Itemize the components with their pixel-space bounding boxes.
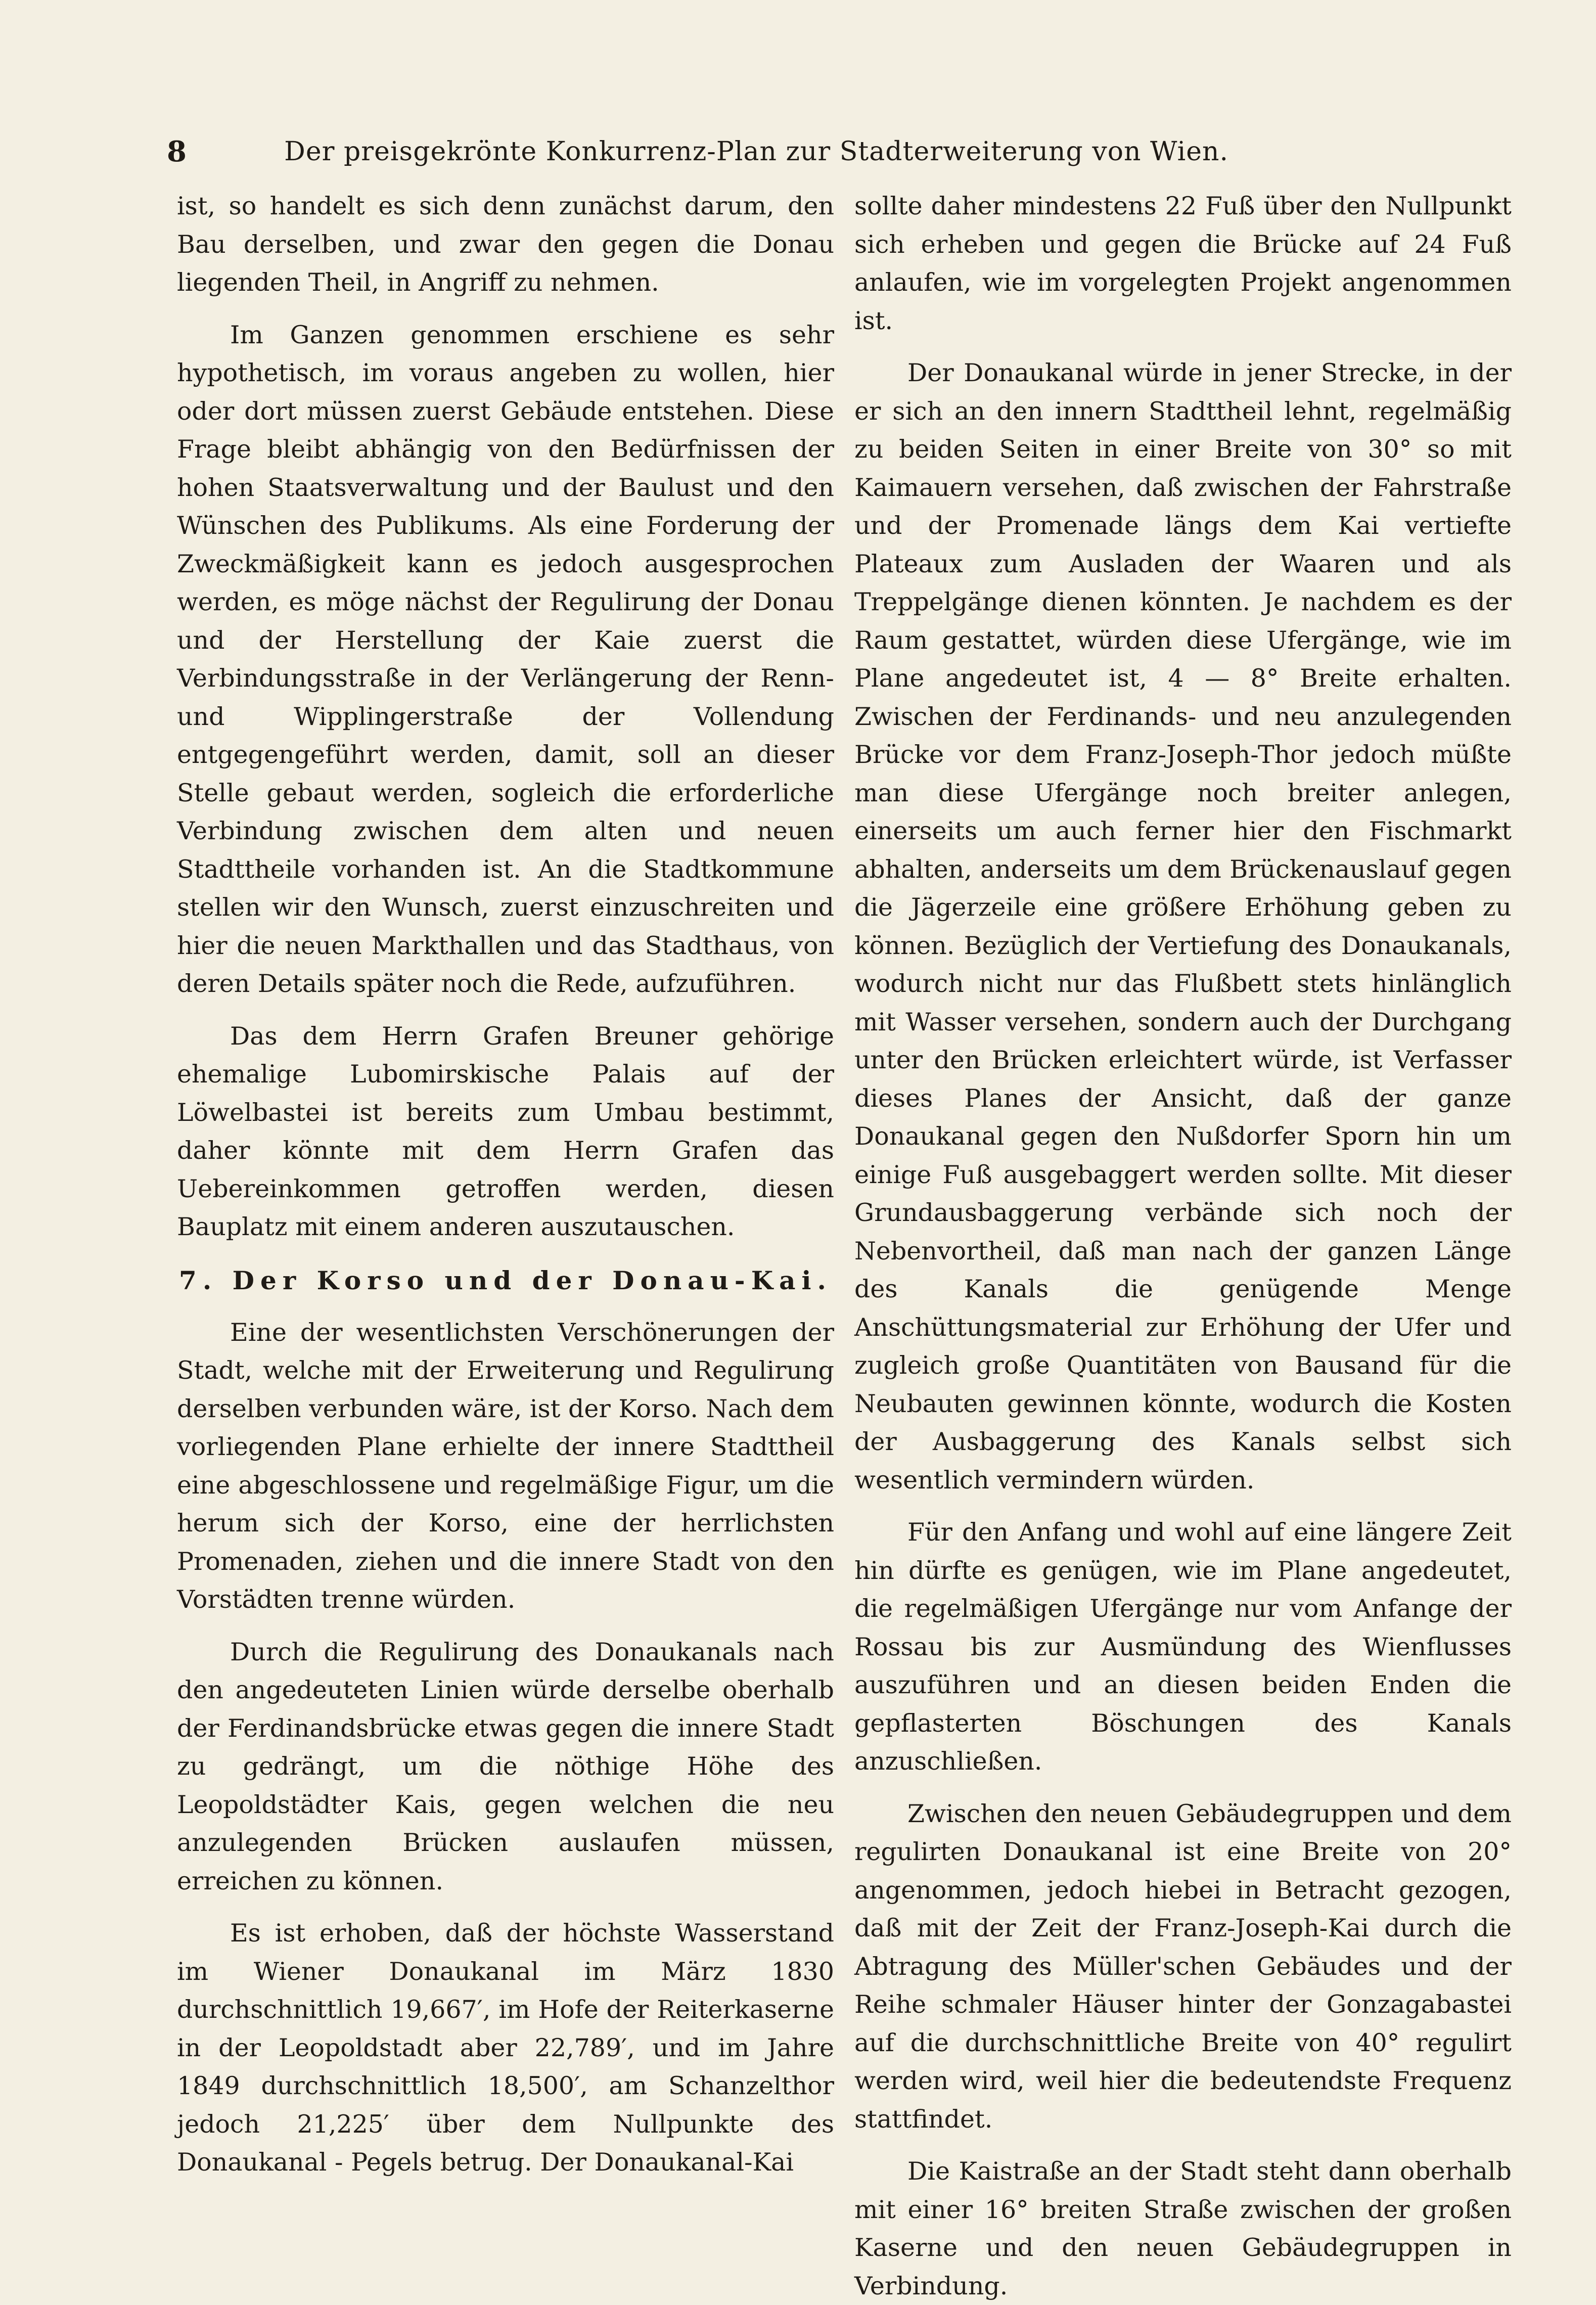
paragraph: Durch die Regulirung des Donaukanals nach den angedeuteten Linien würde derselbe oberhalb der Ferdinandsbrücke etwas gegen die innere Stadt zu gedrängt, um die nöthige Höhe des Leopoldstädter Kais, gegen welchen die neu anzulegenden Brücken auslaufen müssen, erreichen zu können. [177, 1637, 834, 1895]
paragraph-continued: ist, so handelt es sich denn zunächst darum, den Bau derselben, und zwar den gegen die Donau liegenden Theil, in Angriff zu nehmen. [177, 192, 834, 297]
page-header [167, 129, 1228, 174]
section-heading: 7. Der Korso und der Donau-Kai. [179, 1265, 832, 1295]
paragraph: Im Ganzen genommen erschiene es sehr hypothetisch, im voraus angeben zu wollen, hier oder dort müssen zuerst Gebäude entstehen. Diese Frage bleibt abhängig von den Bedürfnissen der hohen Staatsverwaltung und der Baulust und den Wünschen des Publikums. Als eine Forderung der Zweckmäßigkeit kann es jedoch ausgesprochen werden, es möge nächst der Regulirung der Donau und der Herstellung der Kaie zuerst die Verbindungsstraße in der Verlängerung der Renn- und Wipplingerstraße der Vollendung entgegengeführt werden, damit, soll an dieser Stelle gebaut werden, sogleich die erforderliche Verbindung zwischen dem alten und neuen Stadttheile vorhanden ist. An die Stadtkommune stellen wir den Wunsch, zuerst einzuschreiten und hier die neuen Markthallen und das Stadthaus, von deren Details später noch die Rede, aufzuführen. [177, 320, 834, 998]
paragraph: Zwischen den neuen Gebäudegruppen und dem regulirten Donaukanal ist eine Breite von 20° angenommen, jedoch hiebei in Betracht gezogen, daß mit der Zeit der Franz-Joseph-Kai durch die Abtragung des Müller'schen Gebäudes und der Reihe schmaler Häuser hinter der Gonzagabastei auf die durchschnittliche Breite von 40° regulirt werden wird, weil hier die bedeutendste Frequenz stattfindet. [854, 1799, 1512, 2134]
paragraph-continued: sollte daher mindestens 22 Fuß über den Nullpunkt sich erheben und gegen die Brücke auf 24 Fuß anlaufen, wie im vorgelegten Projekt angenommen ist. [854, 192, 1512, 335]
paragraph: Eine der wesentlichsten Verschönerungen der Stadt, welche mit der Erweiterung und Regulirung derselben verbunden wäre, ist der Korso. Nach dem vorliegenden Plane erhielte der innere Stadttheil eine abgeschlossene und regelmäßige Figur, um die herum sich der Korso, eine der herrlichsten Promenaden, ziehen und die innere Stadt von den Vorstädten trenne würden. [177, 1318, 835, 1614]
paragraph: Der Donaukanal würde in jener Strecke, in der er sich an den innern Stadttheil lehnt, regelmäßig zu beiden Seiten in einer Breite von 30° so mit Kaimauern versehen, daß zwischen der Fahrstraße und der Promenade längs dem Kai vertiefte Plateaux zum Ausladen der Waaren und als Treppelgänge dienen könnten. Je nachdem es der Raum gestattet, würden diese Ufergänge, wie im Plane angedeutet ist, 4 — 8° Breite erhalten. Zwischen der Ferdinands- und neu anzulegenden Brücke vor dem Franz-Joseph-Thor jedoch müßte man diese Ufergänge noch breiter anlegen, einerseits um auch ferner hier den Fischmarkt abhalten, anderseits um dem Brückenauslauf gegen die Jägerzeile eine größere Erhöhung geben zu können. Bezüglich der Vertiefung des Donaukanals, wodurch nicht nur das Flußbett stets hinlänglich mit Wasser versehen, sondern auch der Durchgang unter den Brücken erleichtert würde, ist Verfasser dieses Planes der Ansicht, daß der ganze Donaukanal gegen den Nußdorfer Sporn hin um einige Fuß ausgebaggert werden sollte. Mit dieser Grundausbaggerung verbände sich noch der Nebenvortheil, daß man nach der ganzen Länge des Kanals die genügende Menge Anschüttungsmaterial zur Erhöhung der Ufer und zugleich große Quantitäten von Bausand für die Neubauten gewinnen könnte, wodurch die Kosten der Ausbaggerung des Kanals selbst sich wesentlich vermindern würden. [854, 358, 1512, 1495]
paragraph: Für den Anfang und wohl auf eine längere Zeit hin dürfte es genügen, wie im Plane angedeutet, die regelmäßigen Ufergänge nur vom Anfange der Rossau bis zur Ausmündung des Wienflusses auszuführen und an diesen beiden Enden die gepflasterten Böschungen des Kanals anzuschließen. [854, 1518, 1512, 1776]
page-number: 8 [167, 135, 187, 168]
paragraph: Das dem Herrn Grafen Breuner gehörige ehemalige Lubomirskische Palais auf der Löwelbastei ist bereits zum Umbau bestimmt, daher könnte mit dem Herrn Grafen das Uebereinkommen getroffen werden, diesen Bauplatz mit einem anderen auszutauschen. [177, 1021, 834, 1241]
running-title: Der preisgekrönte Konkurrenz-Plan zur Stadterweiterung von Wien. [284, 137, 1228, 167]
right-column [854, 187, 1512, 2305]
paragraph: Es ist erhoben, daß der höchste Wasserstand im Wiener Donaukanal im März 1830 durchschnittlich 19,667′, im Hofe der Reiterkaserne in der Leopoldstadt aber 22,789′, und im Jahre 1849 durchschnittlich 18,500′, am Schanzelthor jedoch 21,225′ über dem Nullpunkte des Donaukanal - Pegels betrug. Der Donaukanal-Kai [177, 1919, 834, 2177]
left-column [177, 187, 834, 2182]
paragraph: Die Kaistraße an der Stadt steht dann oberhalb mit einer 16° breiten Straße zwischen der großen Kaserne und den neuen Gebäudegruppen in Verbindung. [854, 2157, 1512, 2300]
